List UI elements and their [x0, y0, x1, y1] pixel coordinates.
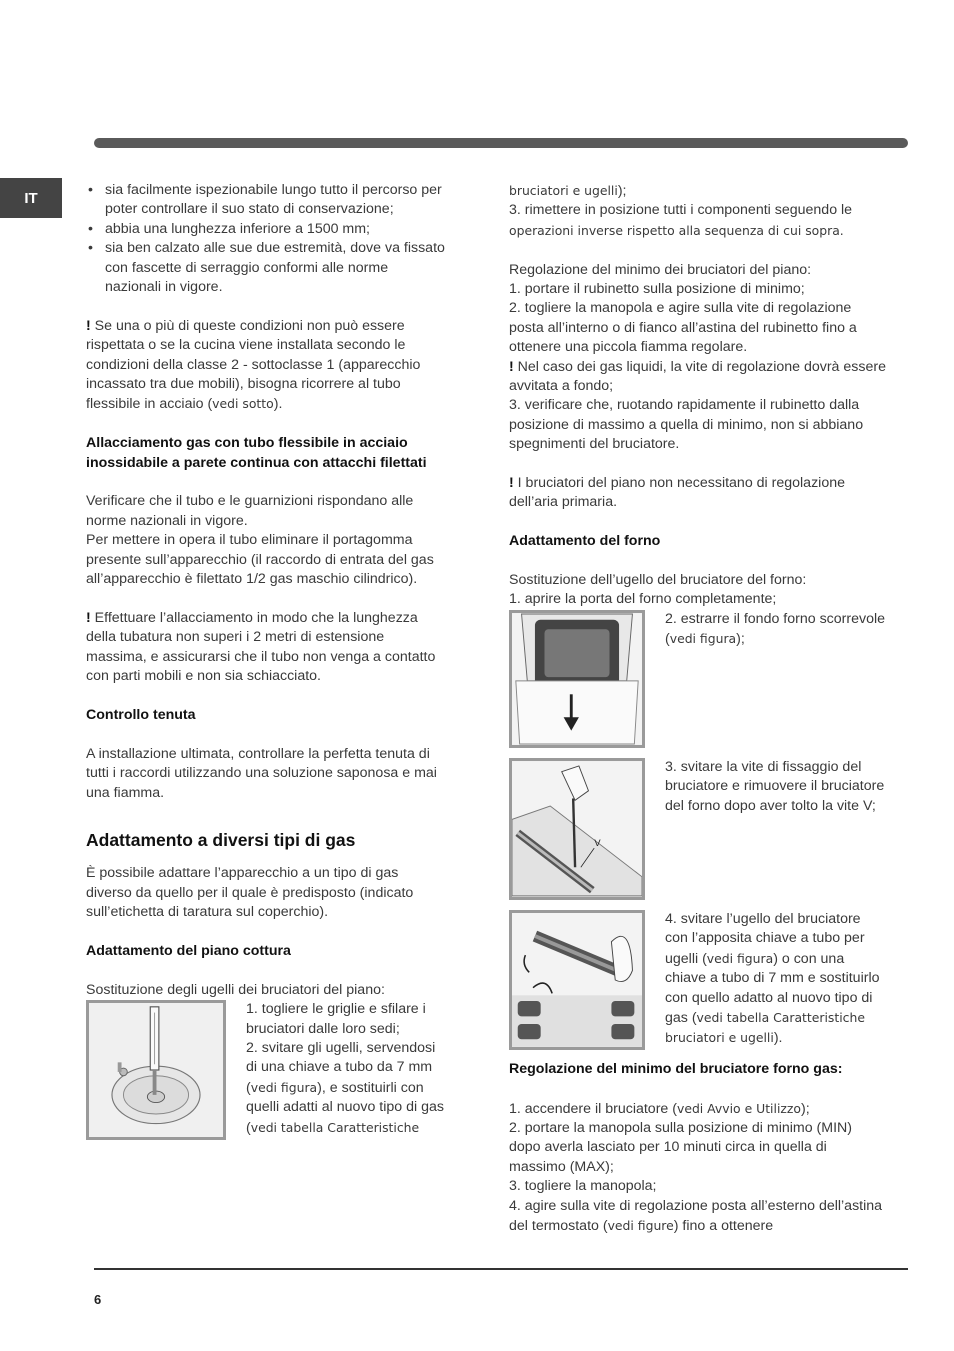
figure-hob-nozzle	[86, 1000, 226, 1140]
paragraph: Verificare che il tubo e le guarnizioni rispondano alle norme nazionali in vigore.	[86, 493, 414, 529]
step: 1. aprire la porta del forno completamente;	[509, 591, 777, 608]
paragraph: È possibile adattare l’apparecchio a un tipo di gas diverso da quello per il quale è predisposto (indicato sull’etichetta di taratura sul coperchio).	[86, 865, 414, 921]
paragraph: Per mettere in opera il tubo eliminare il portagomma presente sull’apparecchio (il raccordo di entrata del gas all’apparecchio è filettato 1/2 gas maschio cilindrico).	[86, 532, 434, 588]
step: 4. agire sulla vite di regolazione posta all’esterno dell’astina del termostato (vedi figure) fino a ottenere	[509, 1197, 883, 1235]
subheading-steel-hose: Allacciamento gas con tubo flessibile in acciaio inossidabile a parete continua con attacchi filettati	[86, 435, 427, 471]
page-number: 6	[94, 1292, 102, 1307]
subheading-leak-check: Controllo tenuta	[86, 706, 196, 723]
paragraph: bruciatori e ugelli);	[509, 183, 627, 199]
warning-note: ! Nel caso dei gas liquidi, la vite di regolazione dovrà essere avvitata a fondo;	[509, 358, 886, 395]
figure-label-v: V	[594, 838, 601, 850]
step: 2. portare la manopola sulla posizione di minimo (MIN) dopo averla lasciato per 10 minuti circa in quella di massimo (MAX);	[509, 1120, 853, 1175]
step: 2. svitare gli ugelli, servendosi di una chiave a tubo da 7 mm (vedi figura), e sostituirli con quelli adatti al nuovo tipo di gas (vedi tabella Caratteristiche	[246, 1039, 444, 1136]
warning-mark: !	[86, 317, 91, 334]
figure-oven-burner-screw	[509, 758, 645, 900]
cross-reference: vedi figura	[669, 631, 737, 647]
step: 3. togliere la manopola;	[509, 1178, 657, 1195]
step: 3. rimettere in posizione tutti i componenti seguendo le operazioni inverse rispetto alla sequenza di cui sopra.	[509, 202, 853, 238]
cross-reference: vedi Avvio e Utilizzo	[676, 1100, 801, 1116]
figure-oven-bottom	[509, 610, 645, 748]
cross-reference: vedi figura	[250, 1079, 318, 1095]
step: 2. togliere la manopola e agire sulla vite di regolazione posta all’interno o di fianco all’astina del rubinetto fino a ottenere una piccola fiamma regolare.	[509, 300, 857, 356]
list-item: • sia ben calzato alle sue due estremità, dove va fissato con fascette di serraggio conformi alle norme nazionali in vigore.	[86, 239, 446, 297]
left-column	[86, 181, 446, 1140]
warning-mark: !	[86, 609, 91, 626]
footer-rule	[94, 1268, 908, 1270]
step: 2. estrarre il fondo forno scorrevole (vedi figura);	[665, 610, 886, 648]
step: 3. svitare la vite di fissaggio del bruciatore e rimuovere il bruciatore del forno dopo aver tolto la vite V;	[665, 758, 885, 814]
paragraph: A installazione ultimata, controllare la perfetta tenuta di tutti i raccordi utilizzando una soluzione saponosa e mai una fiamma.	[86, 745, 437, 801]
step: 1. accendere il bruciatore (vedi Avvio e Utilizzo);	[509, 1100, 810, 1117]
cross-reference: vedi figure	[607, 1218, 674, 1234]
step: 3. verificare che, ruotando rapidamente il rubinetto dalla posizione di massimo a quella di minimo, non si abbiano spegnimenti del bruciatore.	[509, 397, 864, 453]
cross-reference: bruciatori e ugelli	[509, 183, 618, 198]
warning-mark: !	[509, 475, 514, 492]
warning-note: ! Effettuare l’allacciamento in modo che la lunghezza della tubatura non superi i 2 metri di estensione massima, e assicurarsi che il tubo non venga a contatto con parti mobili e non sia schiacciato.	[86, 609, 436, 685]
subheading-oven: Adattamento del forno	[509, 533, 661, 550]
list-item: • abbia una lunghezza inferiore a 1500 mm;	[86, 220, 446, 239]
cross-reference: vedi figura	[706, 950, 774, 966]
subheading-oven-minimum: Regolazione del minimo del bruciatore forno gas:	[509, 1060, 843, 1077]
right-column	[509, 181, 887, 1237]
paragraph: Sostituzione dell’ugello del bruciatore del forno:	[509, 572, 807, 589]
figure-oven-nozzle-wrench	[509, 910, 645, 1050]
subheading-hob: Adattamento del piano cottura	[86, 942, 291, 959]
cross-reference: vedi sotto	[212, 396, 274, 412]
header-rule	[94, 138, 908, 148]
paragraph: Sostituzione degli ugelli dei bruciatori del piano:	[86, 981, 385, 998]
step: 1. togliere le griglie e sfilare i bruciatori dalle loro sedi;	[246, 1001, 426, 1037]
step: 1. portare il rubinetto sulla posizione di minimo;	[509, 281, 805, 298]
warning-note: ! Se una o più di queste condizioni non può essere rispettata o se la cucina viene installata secondo le condizioni della classe 2 - sottoclasse 1 (apparecchio incassato tra due mobili), bisogna ricorrere al tubo flessibile in acciaio (vedi sotto).	[86, 317, 421, 413]
cross-reference: vedi tabella Caratteristiche bruciatori e ugelli	[665, 1009, 865, 1046]
paragraph: Regolazione del minimo dei bruciatori del piano:	[509, 261, 812, 278]
list-item: • sia facilmente ispezionabile lungo tutto il percorso per poter controllare il suo stato di conservazione;	[86, 181, 446, 220]
section-title: Adattamento a diversi tipi di gas	[86, 830, 356, 851]
cross-reference: vedi tabella Caratteristiche	[250, 1119, 420, 1135]
language-tab: IT	[0, 178, 62, 218]
step: 4. svitare l’ugello del bruciatore con l’apposita chiave a tubo per ugelli (vedi figura) o con una chiave a tubo di 7 mm e sostituirlo con quello adatto al nuovo tipo di gas (vedi tabella Caratteristiche bruciatori e ugelli).	[665, 910, 880, 1047]
warning-mark: !	[509, 358, 514, 375]
warning-note: ! I bruciatori del piano non necessitano di regolazione dell’aria primaria.	[509, 475, 845, 511]
